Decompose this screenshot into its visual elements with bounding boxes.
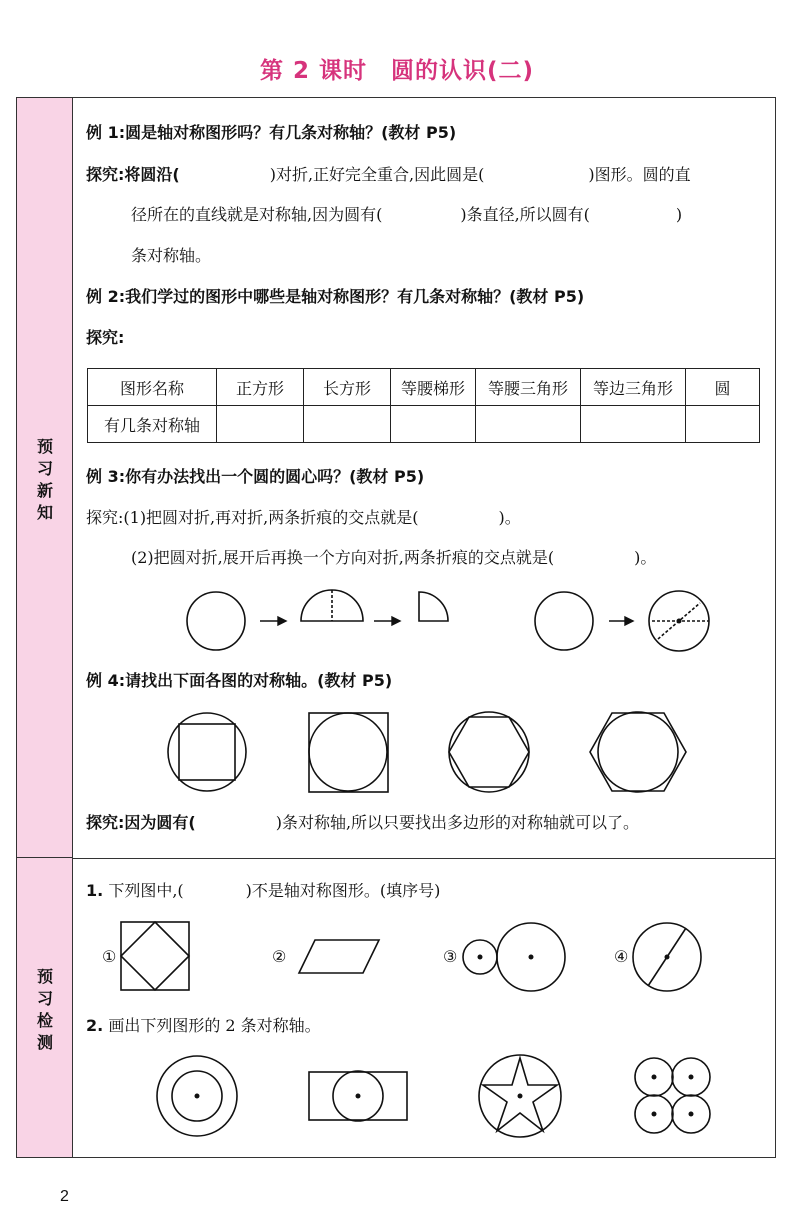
sidebar-preview-label: 预习新知 [36,437,53,522]
option-label-3: ③ [443,947,458,966]
table-header-cell: 等腰三角形 [476,369,581,406]
page-number: 2 [60,1188,69,1205]
option-label-4: ④ [614,947,629,966]
example-2-question: 例 2:我们学过的图形中哪些是轴对称图形？有几条对称轴？(教材 P5) [86,287,585,306]
table-header-cell: 图形名称 [88,369,217,406]
example-2-answer-label: 探究: [86,328,125,347]
table-row-label: 有几条对称轴 [88,406,217,443]
question-1: 1. 下列图中,( )不是轴对称图形。(填序号) [86,881,441,900]
page-title: 第 2 课时 圆的认识(二) [259,58,535,84]
example-1-answer-line-2: 径所在的直线就是对称轴,因为圆有( )条直径,所以圆有( ) [131,205,683,224]
table-header-cell: 长方形 [304,369,391,406]
example-3-answer-2: (2)把圆对折,展开后再换一个方向对折,两条折痕的交点就是( )。 [131,548,657,567]
option-label-1: ① [102,947,117,966]
table-header-cell: 圆 [686,369,760,406]
example-3-question: 例 3:你有办法找出一个圆的圆心吗？(教材 P5) [86,467,425,486]
table-header-cell: 等边三角形 [581,369,686,406]
table-header-cell: 正方形 [217,369,304,406]
example-3-answer-1: 探究:(1)把圆对折,再对折,两条折痕的交点就是( )。 [86,508,521,527]
example-1-question: 例 1:圆是轴对称图形吗？有几条对称轴？(教材 P5) [86,123,457,142]
question-2: 2. 画出下列图形的 2 条对称轴。 [86,1016,321,1035]
example-1-answer-line-1: 探究:将圆沿( )对折,正好完全重合,因此圆是( )图形。圆的直 [86,165,691,184]
option-label-2: ② [272,947,287,966]
example-4-answer: 探究:因为圆有( )条对称轴,所以只要找出多边形的对称轴就可以了。 [86,813,640,832]
example-1-answer-line-3: 条对称轴。 [131,246,212,265]
example-4-question: 例 4:请找出下面各图的对称轴。(教材 P5) [86,671,393,690]
sidebar-check-label: 预习检测 [36,967,53,1052]
table-header-cell: 等腰梯形 [391,369,476,406]
